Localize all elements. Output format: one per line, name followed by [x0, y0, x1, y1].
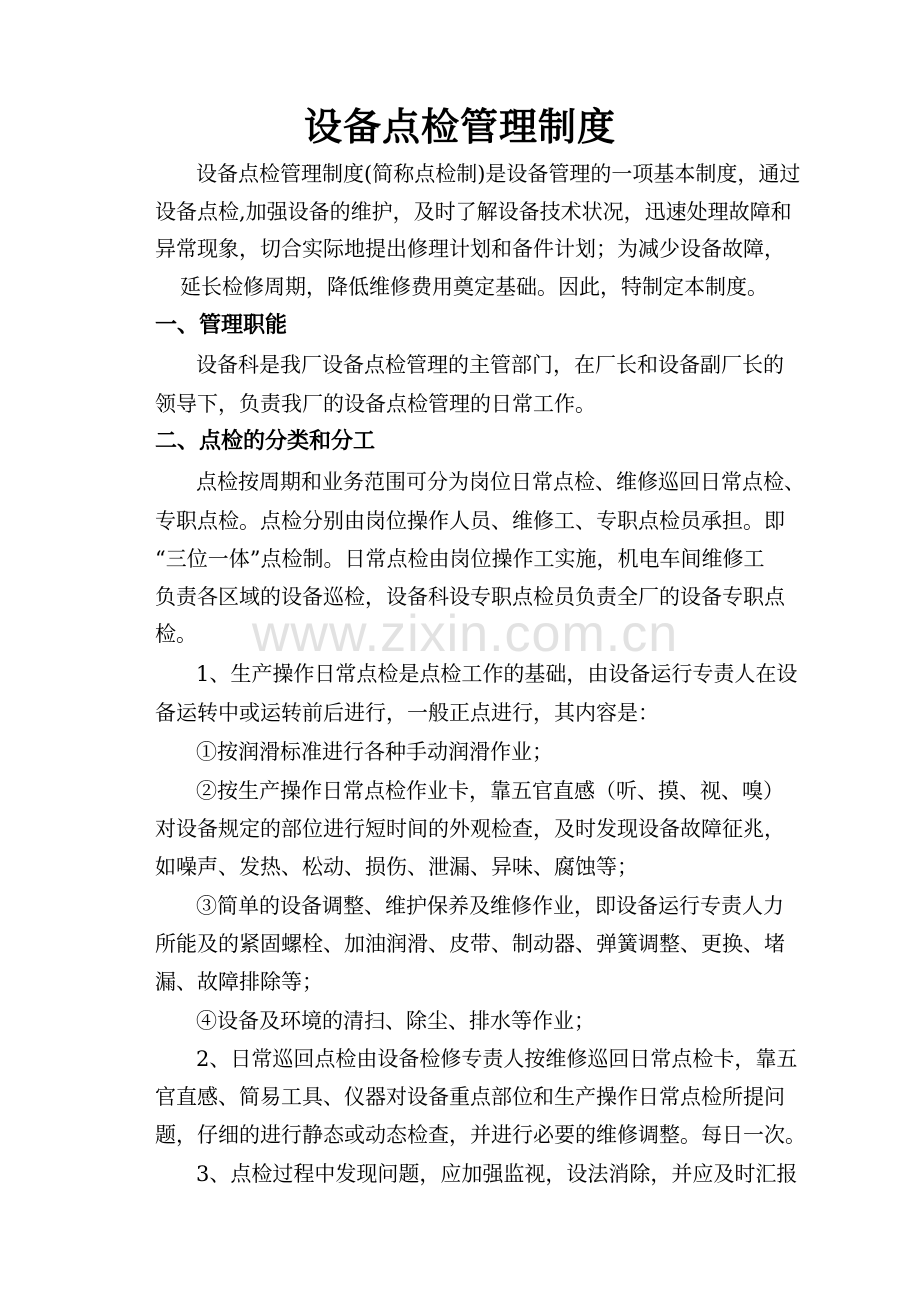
- paragraph-line: 异常现象，切合实际地提出修理计划和备件计划；为减少设备故障，: [155, 237, 785, 261]
- paragraph-line: ③简单的设备调整、维护保养及维修作业，即设备运行专责人力: [196, 894, 784, 918]
- paragraph-line: 设备点检,加强设备的维护，及时了解设备技术状况，迅速处理故障和: [155, 200, 792, 224]
- paragraph-line: 题，仔细的进行静态或动态检查，并进行必要的维修调整。每日一次。: [155, 1123, 806, 1147]
- paragraph-line: 设备点检管理制度(简称点检制)是设备管理的一项基本制度，通过: [196, 162, 801, 186]
- paragraph-line: 漏、故障排除等；: [155, 970, 323, 994]
- paragraph-line: 如噪声、发热、松动、损伤、泄漏、异味、腐蚀等；: [155, 855, 638, 879]
- paragraph-line: 设备科是我厂设备点检管理的主管部门，在厂长和设备副厂长的: [196, 353, 784, 377]
- paragraph-line: 对设备规定的部位进行短时间的外观检查，及时发现设备故障征兆，: [155, 817, 785, 841]
- section-heading-1: 一、管理职能: [155, 313, 288, 338]
- paragraph-line: 负责各区域的设备巡检，设备科设专职点检员负责全厂的设备专职点: [155, 585, 785, 609]
- paragraph-line: 官直感、简易工具、仪器对设备重点部位和生产操作日常点检所提问: [155, 1085, 785, 1109]
- paragraph-line: 备运转中或运转前后进行，一般正点进行，其内容是：: [155, 701, 659, 725]
- paragraph-line: 2、日常巡回点检由设备检修专责人按维修巡回日常点检卡，靠五: [196, 1047, 798, 1071]
- paragraph-line: 所能及的紧固螺栓、加油润滑、皮带、制动器、弹簧调整、更换、堵: [155, 932, 785, 956]
- paragraph-line: ④设备及环境的清扫、除尘、排水等作业；: [196, 1009, 595, 1033]
- paragraph-line: 1、生产操作日常点检是点检工作的基础，由设备运行专责人在设: [196, 662, 798, 686]
- section-heading-2: 二、点检的分类和分工: [155, 429, 376, 454]
- watermark: www.zixin.com.cn: [251, 605, 679, 663]
- paragraph-line: 检。: [155, 622, 197, 646]
- paragraph-line: “三位一体”点检制。日常点检由岗位操作工实施，机电车间维修工: [155, 547, 765, 571]
- paragraph-line: 点检按周期和业务范围可分为岗位日常点检、维修巡回日常点检、: [196, 470, 805, 494]
- paragraph-line: 延长检修周期，降低维修费用奠定基础。因此，特制定本制度。: [180, 275, 768, 299]
- paragraph-line: ①按润滑标准进行各种手动润滑作业；: [196, 740, 553, 764]
- document-title: 设备点检管理制度: [303, 105, 616, 149]
- paragraph-line: ②按生产操作日常点检作业卡，靠五官直感（听、摸、视、嗅）: [196, 779, 784, 803]
- paragraph-line: 专职点检。点检分别由岗位操作人员、维修工、专职点检员承担。即: [155, 509, 785, 533]
- paragraph-line: 领导下，负责我厂的设备点检管理的日常工作。: [155, 392, 596, 416]
- paragraph-line: 3、点检过程中发现问题，应加强监视，设法消除，并应及时汇报: [196, 1162, 798, 1186]
